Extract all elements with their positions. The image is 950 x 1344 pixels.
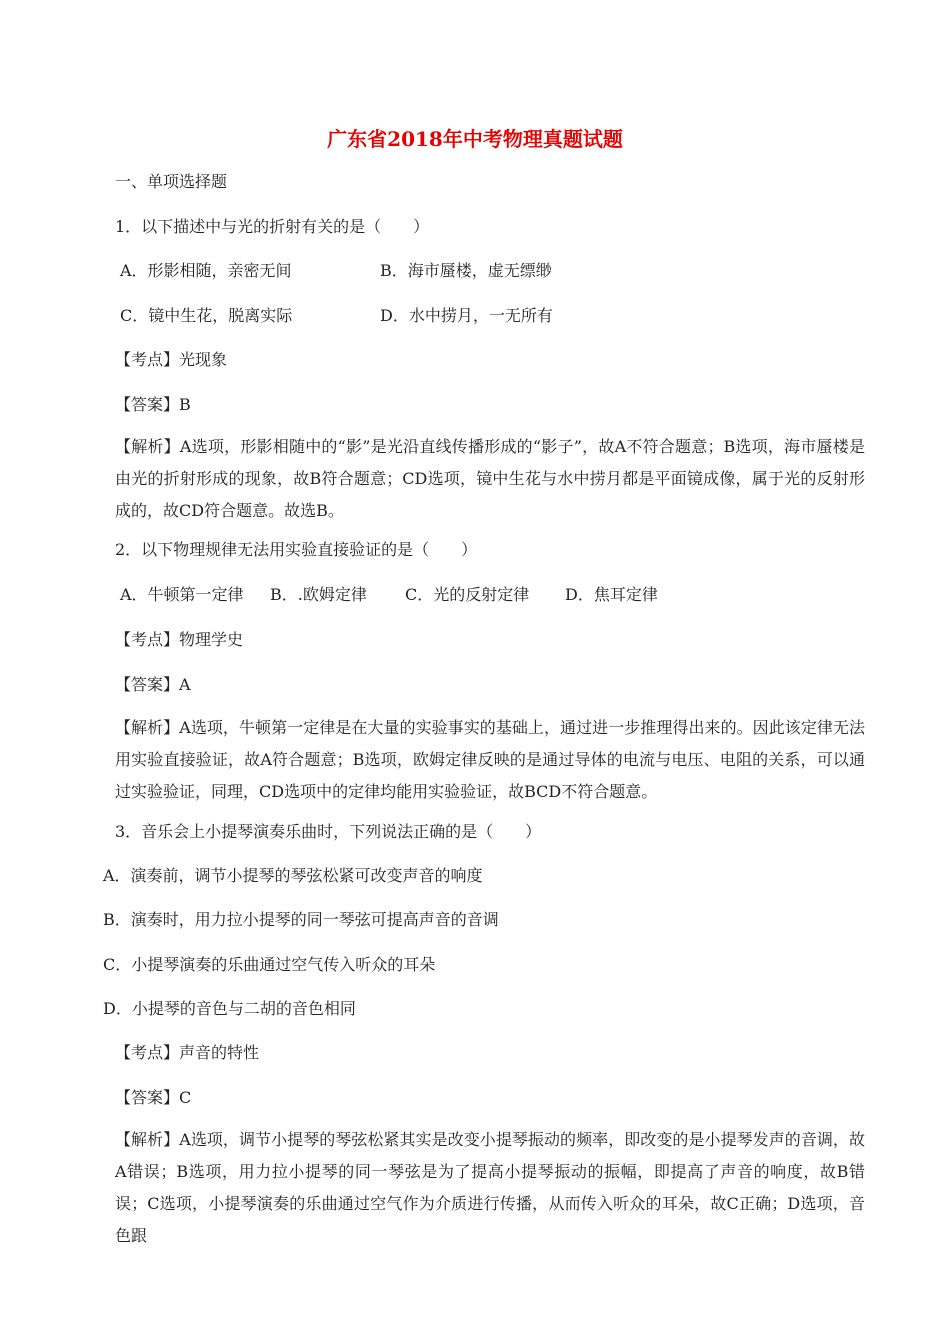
question-2-option-d: D．焦耳定律 <box>565 585 658 604</box>
kaodian-label: 【考点】 <box>115 630 180 649</box>
kaodian-label: 【考点】 <box>115 350 180 369</box>
answer-value: A <box>179 675 191 694</box>
section-heading: 一、单项选择题 <box>115 172 228 191</box>
question-3-option-b: B．演奏时，用力拉小提琴的同一琴弦可提高声音的音调 <box>103 910 499 929</box>
question-2-option-a: A．牛顿第一定律 <box>120 585 244 604</box>
kaodian-value: 光现象 <box>179 350 228 369</box>
question-1-option-c: C．镜中生花，脱离实际 <box>120 306 293 325</box>
answer-label: 【答案】 <box>115 675 180 694</box>
question-3-jiexi <box>115 1124 865 1252</box>
jiexi-label: 【解析】 <box>115 437 180 456</box>
question-1-option-b: B．海市蜃楼，虚无缥缈 <box>380 261 552 280</box>
page-title: 广东省2018年中考物理真题试题 <box>327 127 623 151</box>
question-1-option-d: D．水中捞月，一无所有 <box>380 306 553 325</box>
answer-label: 【答案】 <box>115 1088 180 1107</box>
question-3-kaodian <box>115 1043 259 1063</box>
kaodian-label: 【考点】 <box>115 1043 180 1062</box>
question-1-jiexi <box>115 431 865 527</box>
question-3-option-a: A．演奏前，调节小提琴的琴弦松紧可改变声音的响度 <box>103 866 483 885</box>
question-3-option-c: C．小提琴演奏的乐曲通过空气传入听众的耳朵 <box>103 955 436 974</box>
question-1-stem: 1．以下描述中与光的折射有关的是（ ） <box>115 217 430 236</box>
jiexi-text: A选项，牛顿第一定律是在大量的实验事实的基础上，通过进一步推理得出来的。因此该定律无法用实验直接验证，故A符合题意；B选项，欧姆定律反映的是通过导体的电流与电压、电阻的关系，可以通过实验验证，同理，CD选项中的定律均能用实验验证，故BCD不符合题意。 <box>115 718 865 801</box>
jiexi-text: A选项，形影相随中的“影”是光沿直线传播形成的“影子”，故A不符合题意；B选项，海市蜃楼是由光的折射形成的现象，故B符合题意；CD选项，镜中生花与水中捞月都是平面镜成像，属于光的反射形成的，故CD符合题意。故选B。 <box>115 437 865 520</box>
kaodian-value: 物理学史 <box>179 630 244 649</box>
jiexi-text: A选项，调节小提琴的琴弦松紧其实是改变小提琴振动的频率，即改变的是小提琴发声的音调，故A错误；B选项，用力拉小提琴的同一琴弦是为了提高小提琴振动的振幅，即提高了声音的响度，故B错误；C选项，小提琴演奏的乐曲通过空气作为介质进行传播，从而传入听众的耳朵，故C正确；D选项，音色跟 <box>115 1130 865 1245</box>
question-1-answer <box>115 395 191 415</box>
question-1-kaodian <box>115 350 227 370</box>
answer-value: B <box>179 395 191 414</box>
question-2-jiexi <box>115 712 865 808</box>
question-2-kaodian <box>115 630 243 650</box>
answer-label: 【答案】 <box>115 395 180 414</box>
question-1-option-a: A．形影相随，亲密无间 <box>120 261 292 280</box>
answer-value: C <box>179 1088 192 1107</box>
question-3-option-d: D．小提琴的音色与二胡的音色相同 <box>103 999 356 1018</box>
kaodian-value: 声音的特性 <box>179 1043 260 1062</box>
question-3-answer <box>115 1088 191 1108</box>
question-2-answer <box>115 675 191 695</box>
question-2-option-c: C．光的反射定律 <box>405 585 530 604</box>
question-2-option-b: B．.欧姆定律 <box>270 585 367 604</box>
question-3-stem: 3．音乐会上小提琴演奏乐曲时，下列说法正确的是（ ） <box>115 822 542 841</box>
question-2-stem: 2．以下物理规律无法用实验直接验证的是（ ） <box>115 540 478 559</box>
jiexi-label: 【解析】 <box>115 718 180 737</box>
jiexi-label: 【解析】 <box>115 1130 180 1149</box>
